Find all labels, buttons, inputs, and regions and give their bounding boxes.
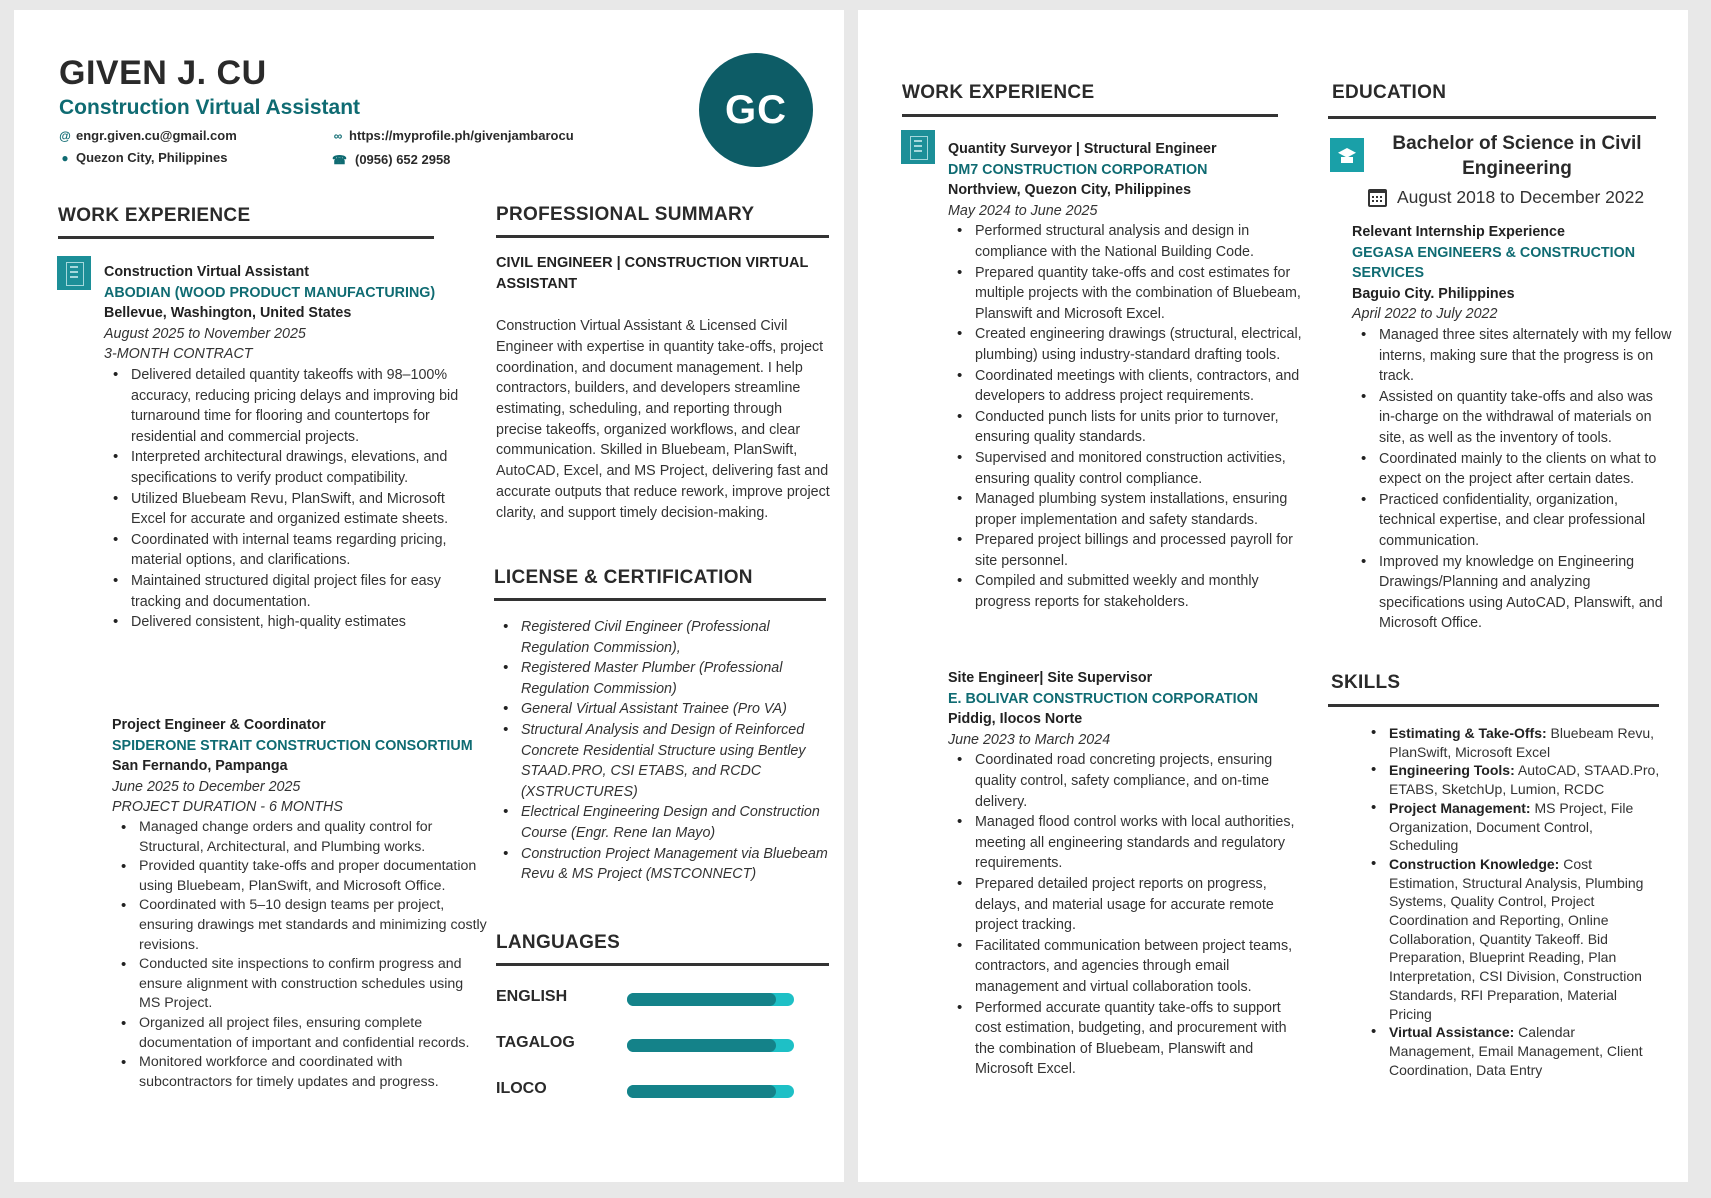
skill-item: [1362, 724, 1662, 761]
list-item: • Utilized Bluebeam Revu, PlanSwift, and Microsoft Excel for accurate and organized estimate sheets.: [104, 489, 479, 530]
list-item: • Conducted site inspections to confirm progress and ensure alignment with construction schedules using MS Project.: [112, 955, 487, 1014]
language-level-fill: [627, 993, 776, 1006]
list-item: • Facilitated communication between project teams, contractors, and agencies through email management and virtual collaboration tools.: [948, 936, 1308, 998]
list-item: • Coordinated road concreting projects, ensuring quality control, safety compliance, and on-time delivery.: [948, 750, 1308, 812]
job-location: Piddig, Ilocos Norte: [948, 711, 1083, 728]
location-text: Quezon City, Philippines: [76, 150, 228, 165]
list-item: • Created engineering drawings (structural, electrical, plumbing) using industry-standard drafting tools.: [948, 324, 1308, 365]
list-item: • Managed change orders and quality control for Structural, Architectural, and Plumbing works.: [112, 818, 487, 857]
list-item: • General Virtual Assistant Trainee (Pro VA): [494, 699, 829, 720]
job-bullets: [112, 818, 487, 1092]
list-item: • Provided quantity take-offs and proper documentation using Bluebeam, PlanSwift, and Microsoft Office.: [112, 857, 487, 896]
list-item: • Supervised and monitored construction activities, ensuring quality control compliance.: [948, 448, 1308, 489]
contact-location: [59, 150, 227, 165]
skill-item: [1362, 1023, 1662, 1079]
list-item: • Maintained structured digital project files for easy tracking and documentation.: [104, 571, 479, 612]
email-text: engr.given.cu@gmail.com: [76, 128, 237, 143]
job-title: Construction Virtual Assistant: [104, 264, 309, 280]
skill-label: Construction Knowledge:: [1389, 855, 1560, 872]
location-pin-icon: ●: [61, 150, 69, 165]
list-item: • Assisted on quantity take-offs and also was in-charge on the withdrawal of materials on site, as well as the inventory of tools.: [1352, 387, 1672, 449]
section-title-license: LICENSE & CERTIFICATION: [494, 567, 753, 588]
contact-website[interactable]: [332, 128, 574, 143]
skill-item: [1362, 799, 1662, 855]
license-block: [494, 617, 829, 885]
job-note: 3-MONTH CONTRACT: [104, 346, 253, 363]
contact-email[interactable]: [59, 128, 237, 143]
resume-page-2: [858, 10, 1688, 1182]
section-divider: [494, 598, 826, 601]
language-level-bar: [627, 1085, 794, 1098]
language-level-bar: [627, 1039, 794, 1052]
skill-text: AutoCAD, STAAD.Pro, ETABS, SketchUp, Lumion, RCDC: [1389, 762, 1660, 798]
job-entry: [104, 262, 479, 633]
education-dates: [1368, 187, 1644, 208]
job-company: ABODIAN (WOOD PRODUCT MANUFACTURING): [104, 284, 436, 301]
list-item: • Coordinated meetings with clients, contractors, and developers to address project requirements.: [948, 366, 1308, 407]
job-entry: [948, 668, 1308, 1080]
list-item: • Registered Master Plumber (Professional Regulation Commission): [494, 658, 829, 699]
at-icon: @: [59, 128, 71, 143]
list-item: • Prepared quantity take-offs and cost estimates for multiple projects with the combination of Bluebeam, Planswift and Microsoft Excel.: [948, 263, 1308, 325]
list-item: • Managed plumbing system installations, ensuring proper implementation and safety standards.: [948, 489, 1308, 530]
summary-text: Construction Virtual Assistant & Licensed Civil Engineer with expertise in quantity take-offs, project coordination, and document management. I help contractors, builders, and developers streamline estimating, scheduling, and reporting through precise takeoffs, organized workflows, and clear communication. Skilled in Bluebeam, PlanSwift, AutoCAD, Excel, and MS Project, delivering fast and accurate outputs that reduce rework, improve project clarity, and support timely decision-making.: [496, 318, 830, 521]
calendar-icon: [1368, 189, 1387, 207]
building-icon: [57, 256, 91, 290]
skill-label: Virtual Assistance:: [1389, 1024, 1515, 1041]
language-level-fill: [627, 1085, 776, 1098]
language-label: ILOCO: [496, 1080, 547, 1097]
skill-label: Engineering Tools:: [1389, 762, 1515, 779]
internship-dates: April 2022 to July 2022: [1352, 306, 1498, 323]
list-item: • Practiced confidentiality, organization, technical expertise, and clear professional communication.: [1352, 490, 1672, 552]
license-list: [494, 617, 829, 885]
job-location: Northview, Quezon City, Philippines: [948, 182, 1192, 199]
list-item: • Improved my knowledge on Engineering Drawings/Planning and analyzing specifications using AutoCAD, Planswift, and Microsoft Office.: [1352, 552, 1672, 634]
language-label: TAGALOG: [496, 1034, 575, 1051]
language-label: ENGLISH: [496, 988, 568, 1005]
avatar: GC: [699, 53, 813, 167]
section-title-education: EDUCATION: [1332, 82, 1447, 103]
skill-text: Cost Estimation, Structural Analysis, Plumbing Systems, Quality Control, Project Coordination and Reporting, Online Collaboration, Quantity Takeoff. Bid Preparation, Blueprint Reading, Plan Interpretation, CSI Division, Construction Standards, RFI Preparation, Material Pricing: [1389, 855, 1644, 1022]
job-location: Bellevue, Washington, United States: [104, 305, 352, 322]
language-level-fill: [627, 1039, 776, 1052]
internship-bullets: [1352, 325, 1672, 634]
list-item: • Coordinated with 5–10 design teams per project, ensuring drawings met standards and minimizing costly revisions.: [112, 896, 487, 955]
list-item: • Construction Project Management via Bluebeam Revu & MS Project (MSTCONNECT): [494, 844, 829, 885]
skill-text: Bluebeam Revu, PlanSwift, Microsoft Excel: [1389, 725, 1655, 760]
section-divider: [496, 235, 829, 238]
job-location: San Fernando, Pampanga: [112, 758, 288, 775]
section-divider: [1328, 116, 1656, 119]
job-entry: [112, 715, 487, 1092]
list-item: • Compiled and submitted weekly and monthly progress reports for stakeholders.: [948, 571, 1308, 612]
website-text: https://myprofile.ph/givenjambarocu: [349, 128, 574, 143]
list-item: • Managed three sites alternately with my fellow interns, making sure that the progress is on track.: [1352, 325, 1672, 387]
list-item: • Organized all project files, ensuring complete documentation of important and confidential records.: [112, 1014, 487, 1053]
internship-company: GEGASA ENGINEERS & CONSTRUCTION SERVICES: [1352, 244, 1636, 282]
phone-icon: ☎: [332, 152, 347, 167]
resume-page-1: [14, 10, 844, 1182]
section-title-work: WORK EXPERIENCE: [902, 82, 1095, 103]
list-item: • Delivered detailed quantity takeoffs with 98–100% accuracy, reducing pricing delays and improving bid turnaround time for flooring and countertops for residential and commercial projects.: [104, 365, 479, 447]
job-company: DM7 CONSTRUCTION CORPORATION: [948, 161, 1208, 178]
skill-text: MS Project, File Organization, Document Control, Scheduling: [1389, 799, 1634, 854]
skill-item: [1362, 855, 1662, 1023]
skill-text: Calendar Management, Email Management, Client Coordination, Data Entry: [1389, 1024, 1643, 1078]
list-item: • Coordinated mainly to the clients on what to expect on the project after certain dates.: [1352, 449, 1672, 490]
job-dates: June 2025 to December 2025: [112, 778, 301, 795]
list-item: • Interpreted architectural drawings, elevations, and specifications to verify product compatibility.: [104, 447, 479, 488]
skills-list: [1362, 724, 1662, 1079]
internship-block: [1352, 222, 1672, 634]
list-item: • Structural Analysis and Design of Reinforced Concrete Residential Structure using Bentley STAAD.PRO, CSI ETABS, and RCDC (XSTRUCTURES): [494, 720, 829, 802]
contact-phone[interactable]: [332, 152, 450, 167]
skills-block: [1362, 724, 1662, 1079]
job-company: SPIDERONE STRAIT CONSTRUCTION CONSORTIUM: [112, 737, 473, 754]
list-item: • Performed structural analysis and design in compliance with the National Building Code.: [948, 221, 1308, 262]
education-dates-text: August 2018 to December 2022: [1397, 187, 1645, 207]
skill-label: Estimating & Take-Offs:: [1389, 725, 1547, 741]
list-item: • Prepared project billings and processed payroll for site personnel.: [948, 530, 1308, 571]
internship-location: Baguio City. Philippines: [1352, 285, 1515, 302]
section-divider: [1328, 704, 1659, 707]
section-divider: [496, 963, 829, 966]
job-dates: May 2024 to June 2025: [948, 202, 1098, 219]
list-item: • Prepared detailed project reports on progress, delays, and material usage for accurate remote project tracking.: [948, 874, 1308, 936]
section-title-skills: SKILLS: [1331, 672, 1401, 693]
candidate-name: GIVEN J. CU: [59, 54, 267, 92]
phone-text: (0956) 652 2958: [355, 152, 451, 167]
job-note: PROJECT DURATION - 6 MONTHS: [112, 799, 343, 816]
summary-block: [496, 253, 831, 523]
graduation-cap-icon: [1330, 138, 1364, 172]
summary-headline: CIVIL ENGINEER | CONSTRUCTION VIRTUAL ASSISTANT: [496, 255, 809, 292]
internship-heading: Relevant Internship Experience: [1352, 224, 1565, 240]
skill-item: [1362, 761, 1662, 798]
job-title: Project Engineer & Coordinator: [112, 717, 326, 733]
job-bullets: [104, 365, 479, 633]
list-item: • Conducted punch lists for units prior to turnover, ensuring quality standards.: [948, 407, 1308, 448]
job-bullets: [948, 750, 1308, 1080]
list-item: • Coordinated with internal teams regarding pricing, material options, and clarifications.: [104, 530, 479, 571]
section-title-summary: PROFESSIONAL SUMMARY: [496, 204, 755, 225]
list-item: • Monitored workforce and coordinated with subcontractors for timely updates and progress.: [112, 1053, 487, 1092]
candidate-role: Construction Virtual Assistant: [59, 96, 361, 119]
job-entry: [948, 139, 1308, 613]
section-divider: [58, 236, 434, 239]
link-icon: ∞: [333, 128, 343, 143]
section-title-work: WORK EXPERIENCE: [58, 205, 251, 226]
list-item: • Registered Civil Engineer (Professional Regulation Commission),: [494, 617, 829, 658]
job-dates: June 2023 to March 2024: [948, 731, 1111, 748]
list-item: • Performed accurate quantity take-offs to support cost estimation, budgeting, and procurement with the combination of Bluebeam, Planswift and Microsoft Excel.: [948, 998, 1308, 1080]
language-level-bar: [627, 993, 794, 1006]
job-title: Site Engineer| Site Supervisor: [948, 670, 1153, 686]
building-icon: [901, 130, 935, 164]
job-dates: August 2025 to November 2025: [104, 325, 306, 342]
list-item: • Delivered consistent, high-quality estimates: [104, 612, 479, 633]
skill-label: Project Management:: [1389, 799, 1531, 816]
section-divider: [902, 114, 1278, 117]
job-title: Quantity Surveyor | Structural Engineer: [948, 141, 1217, 157]
list-item: • Managed flood control works with local authorities, meeting all engineering standards and regulatory requirements.: [948, 812, 1308, 874]
section-title-languages: LANGUAGES: [496, 932, 621, 953]
job-bullets: [948, 221, 1308, 612]
list-item: • Electrical Engineering Design and Construction Course (Engr. Rene Ian Mayo): [494, 802, 829, 843]
education-degree: Bachelor of Science in Civil Engineering: [1392, 133, 1642, 179]
job-company: E. BOLIVAR CONSTRUCTION CORPORATION: [948, 690, 1259, 707]
